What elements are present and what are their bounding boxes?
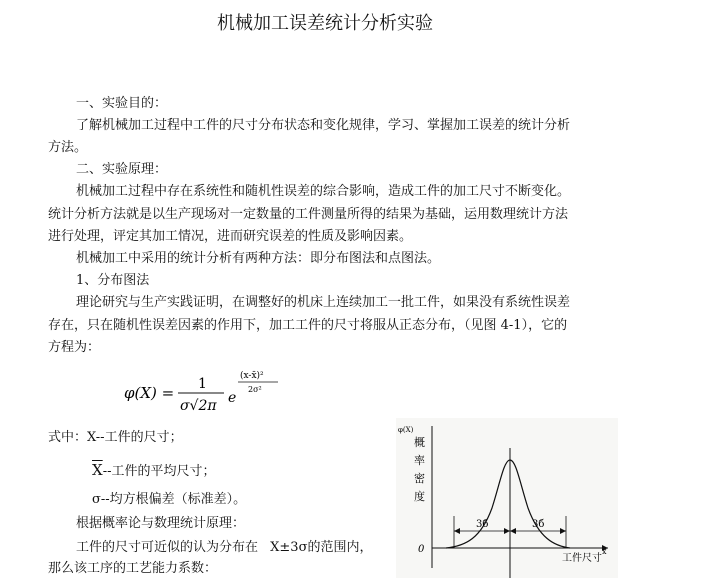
- section-heading-purpose: 一、实验目的：: [76, 96, 168, 111]
- paragraph-range: [76, 540, 372, 556]
- origin-label: 0: [418, 544, 425, 555]
- normal-distribution-formula: [120, 362, 290, 422]
- y-axis-symbol: φ(X): [398, 426, 414, 434]
- y-axis-label-2: 率: [414, 454, 425, 467]
- paragraph-principle-line2: 统计分析方法就是以生产现场对一定数量的工件测量所得的结果为基础，运用数理统计方法: [48, 207, 569, 222]
- formula-exp-denominator: 2σ²: [248, 385, 262, 394]
- formula-numerator: 1: [198, 376, 207, 392]
- range-text-a: 工件的尺寸可近似的认为分布在: [76, 540, 259, 555]
- formula-denominator: σ√2π: [180, 398, 217, 414]
- paragraph-normal-line1: 理论研究与生产实践证明，在调整好的机床上连续加工一批工件，如果没有系统性误差: [76, 295, 571, 310]
- paragraph-probability: 根据概率论与数理统计原理：: [76, 516, 246, 531]
- page-title: 机械加工误差统计分析实验: [217, 13, 433, 34]
- formula-exp-base: e: [228, 390, 237, 406]
- subheading-distribution: 1、分布图法: [76, 273, 150, 288]
- paragraph-normal-line2: 存在，只在随机性误差因素的作用下，加工工件的尺寸将服从正态分布，（见图 4-1），它的: [48, 318, 568, 333]
- section-heading-principle: 二、实验原理：: [76, 162, 168, 177]
- paragraph-principle-line1: 机械加工过程中存在系统性和随机性误差的综合影响，造成工件的加工尺寸不断变化。: [76, 184, 571, 199]
- right-span-label: 3б: [532, 519, 545, 530]
- formula-lhs: φ(X) =: [124, 384, 175, 402]
- x-axis-symbol: x: [602, 547, 607, 556]
- paragraph-normal-line3: 方程为：: [48, 340, 101, 355]
- y-axis-label-1: 概: [414, 436, 425, 449]
- definition-mean: [92, 462, 215, 480]
- paragraph-purpose-line2: 方法。: [48, 140, 88, 155]
- mean-symbol: $\overline{X}$: [92, 461, 103, 479]
- paragraph-methods: 机械加工中采用的统计分析有两种方法：即分布图法和点图法。: [76, 251, 441, 266]
- x-axis-label: 工件尺寸: [562, 553, 602, 564]
- y-axis-label-3: 密: [414, 472, 425, 485]
- paragraph-principle-line3: 进行处理，评定其加工情况，进而研究误差的性质及影响因素。: [48, 229, 413, 244]
- normal-distribution-figure: [396, 418, 618, 578]
- paragraph-capability: 那么该工序的工艺能力系数：: [48, 561, 218, 576]
- definition-x: 式中：X--工件的尺寸；: [48, 430, 183, 445]
- definition-sigma: σ--均方根偏差（标准差）。: [92, 492, 247, 507]
- formula-exp-numerator: (x-x̄)²: [240, 371, 264, 381]
- y-axis-label-4: 度: [414, 490, 425, 503]
- range-expression: X±3σ: [270, 540, 308, 555]
- paragraph-purpose-line1: 了解机械加工过程中工件的尺寸分布状态和变化规律，学习、掌握加工误差的统计分析: [76, 118, 571, 133]
- left-span-label: 3б: [476, 519, 489, 530]
- mean-text: --工件的平均尺寸；: [102, 464, 216, 479]
- range-text-c: 的范围内，: [307, 540, 373, 555]
